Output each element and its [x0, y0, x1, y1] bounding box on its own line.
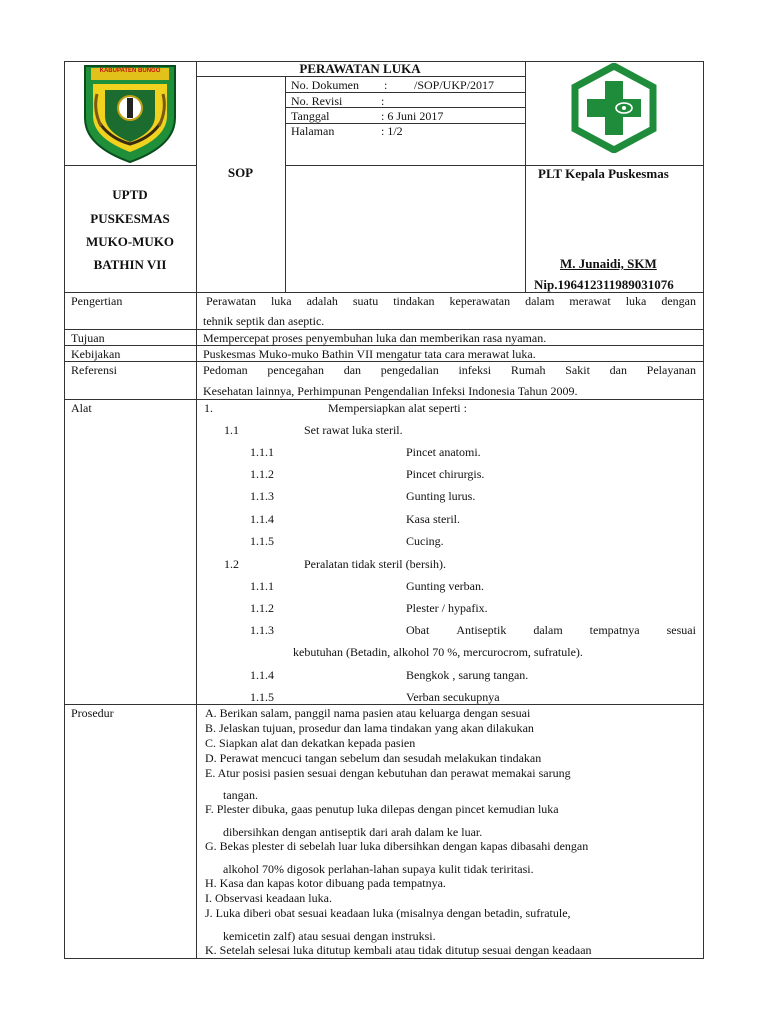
alat-number: 1.1.2: [250, 467, 274, 481]
prosedur-step: D. Perawat mencuci tangan sebelum dan sesudah melakukan tindakan: [205, 751, 542, 765]
alat-word: sesuai: [666, 623, 696, 637]
revision-sep: :: [381, 94, 385, 108]
alat-number: 1.1.4: [250, 512, 274, 526]
logo-banner-text: KABUPATEN BUNGO: [99, 68, 161, 74]
prosedur-step: H. Kasa dan kapas kotor dibuang pada tempatnya.: [205, 876, 446, 890]
doc-number-label: No. Dokumen: [291, 78, 359, 92]
alat-number: 1.1.1: [250, 445, 274, 459]
doc-number-sep: :: [384, 78, 388, 92]
pengertian-line1: Perawatan luka adalah suatu tindakan keperawatan dalam merawat luka dengan: [206, 294, 696, 308]
alat-number: 1.1.2: [250, 601, 274, 615]
alat-text: Gunting lurus.: [406, 489, 476, 503]
sop-label: SOP: [227, 165, 254, 180]
prosedur-step-cont: dibersihkan dengan antiseptik dari arah dalam ke luar.: [223, 825, 483, 839]
alat-word: Antiseptik: [456, 623, 507, 637]
alat-text: Gunting verban.: [406, 579, 484, 593]
puskesmas-logo: [569, 63, 659, 153]
prosedur-step: G. Bekas plester di sebelah luar luka dibersihkan dengan kapas dibasahi dengan: [205, 839, 589, 853]
pengertian-label: Pengertian: [71, 294, 123, 308]
prosedur-step: A. Berikan salam, panggil nama pasien atau keluarga dengan sesuai: [205, 706, 531, 720]
alat-text-justified: [406, 623, 696, 637]
shield-emblem-icon: [79, 60, 181, 166]
alat-number: 1.1.3: [250, 489, 274, 503]
prosedur-step: I. Observasi keadaan luka.: [205, 891, 332, 905]
alat-text: Mempersiapkan alat seperti :: [328, 401, 467, 415]
prosedur-step: B. Jelaskan tujuan, prosedur dan lama tindakan yang akan dilakukan: [205, 721, 534, 735]
alat-number: 1.: [204, 401, 213, 415]
prosedur-step: E. Atur posisi pasien sesuai dengan kebutuhan dan perawat memakai sarung: [205, 766, 571, 780]
kabupaten-bungo-logo: [79, 60, 181, 166]
pengertian-line2: tehnik septik dan aseptic.: [203, 314, 325, 328]
head-title: PLT Kepala Puskesmas: [538, 166, 669, 181]
alat-word: Obat: [406, 623, 430, 637]
head-name: M. Junaidi, SKM: [560, 256, 657, 271]
alat-text-continued: kebutuhan (Betadin, alkohol 70 %, mercurocrom, sufratule).: [293, 645, 583, 659]
alat-text: Pincet anatomi.: [406, 445, 481, 459]
alat-text: Set rawat luka steril.: [304, 423, 403, 437]
alat-text: Kasa steril.: [406, 512, 460, 526]
alat-number: 1.2: [224, 557, 239, 571]
alat-number: 1.1.5: [250, 534, 274, 548]
prosedur-step: K. Setelah selesai luka ditutup kembali atau tidak ditutup sesuai dengan keadaan: [205, 943, 592, 957]
kebijakan-label: Kebijakan: [71, 347, 121, 361]
alat-text: Cucing.: [406, 534, 444, 548]
page-label: Halaman: [291, 124, 335, 138]
alat-text: Bengkok , sarung tangan.: [406, 668, 529, 682]
date-label: Tanggal: [291, 109, 330, 123]
alat-word: dalam: [533, 623, 563, 637]
tujuan-text: Mempercepat proses penyembuhan luka dan memberikan rasa nyaman.: [203, 331, 547, 345]
alat-text: Plester / hypafix.: [406, 601, 488, 615]
prosedur-step: J. Luka diberi obat sesuai keadaan luka (misalnya dengan betadin, sufratule,: [205, 906, 571, 920]
referensi-line2: Kesehatan lainnya, Perhimpunan Pengendalian Infeksi Indonesia Tahun 2009.: [203, 384, 578, 398]
referensi-label: Referensi: [71, 363, 117, 377]
alat-text: Peralatan tidak steril (bersih).: [304, 557, 446, 571]
alat-number: 1.1: [224, 423, 239, 437]
prosedur-step-cont: alkohol 70% digosok perlahan-lahan supaya kulit tidak teriritasi.: [223, 862, 534, 876]
revision-label: No. Revisi: [291, 94, 343, 108]
alat-number: 1.1.4: [250, 668, 274, 682]
alat-number: 1.1.5: [250, 690, 274, 704]
head-nip: Nip.196412311989031076: [534, 277, 674, 292]
puskesmas-cross-icon: [569, 63, 659, 153]
org-name-line4: BATHIN VII: [93, 257, 167, 272]
referensi-line1: Pedoman pencegahan dan pengedalian infeksi Rumah Sakit dan Pelayanan: [203, 363, 696, 377]
alat-text: Verban secukupnya: [406, 690, 500, 704]
prosedur-step: F. Plester dibuka, gaas penutup luka dilepas dengan pincet kemudian luka: [205, 802, 559, 816]
document-title: PERAWATAN LUKA: [299, 61, 421, 76]
alat-number: 1.1.3: [250, 623, 274, 637]
prosedur-step: C. Siapkan alat dan dekatkan kepada pasien: [205, 736, 416, 750]
org-name-line1: UPTD: [112, 187, 148, 202]
date-value: : 6 Juni 2017: [381, 109, 444, 123]
page-value: : 1/2: [381, 124, 403, 138]
org-name-line3: MUKO-MUKO: [85, 234, 175, 249]
prosedur-step-cont: tangan.: [223, 788, 258, 802]
kebijakan-text: Puskesmas Muko-muko Bathin VII mengatur tata cara merawat luka.: [203, 347, 536, 361]
prosedur-label: Prosedur: [71, 706, 114, 720]
alat-number: 1.1.1: [250, 579, 274, 593]
alat-word: tempatnya: [589, 623, 640, 637]
alat-label: Alat: [71, 401, 92, 415]
prosedur-step-cont: kemicetin zalf) atau sesuai dengan instruksi.: [223, 929, 436, 943]
alat-text: Pincet chirurgis.: [406, 467, 485, 481]
tujuan-label: Tujuan: [71, 331, 105, 345]
doc-number-value: /SOP/UKP/2017: [414, 78, 495, 92]
org-name-line2: PUSKESMAS: [90, 211, 170, 226]
